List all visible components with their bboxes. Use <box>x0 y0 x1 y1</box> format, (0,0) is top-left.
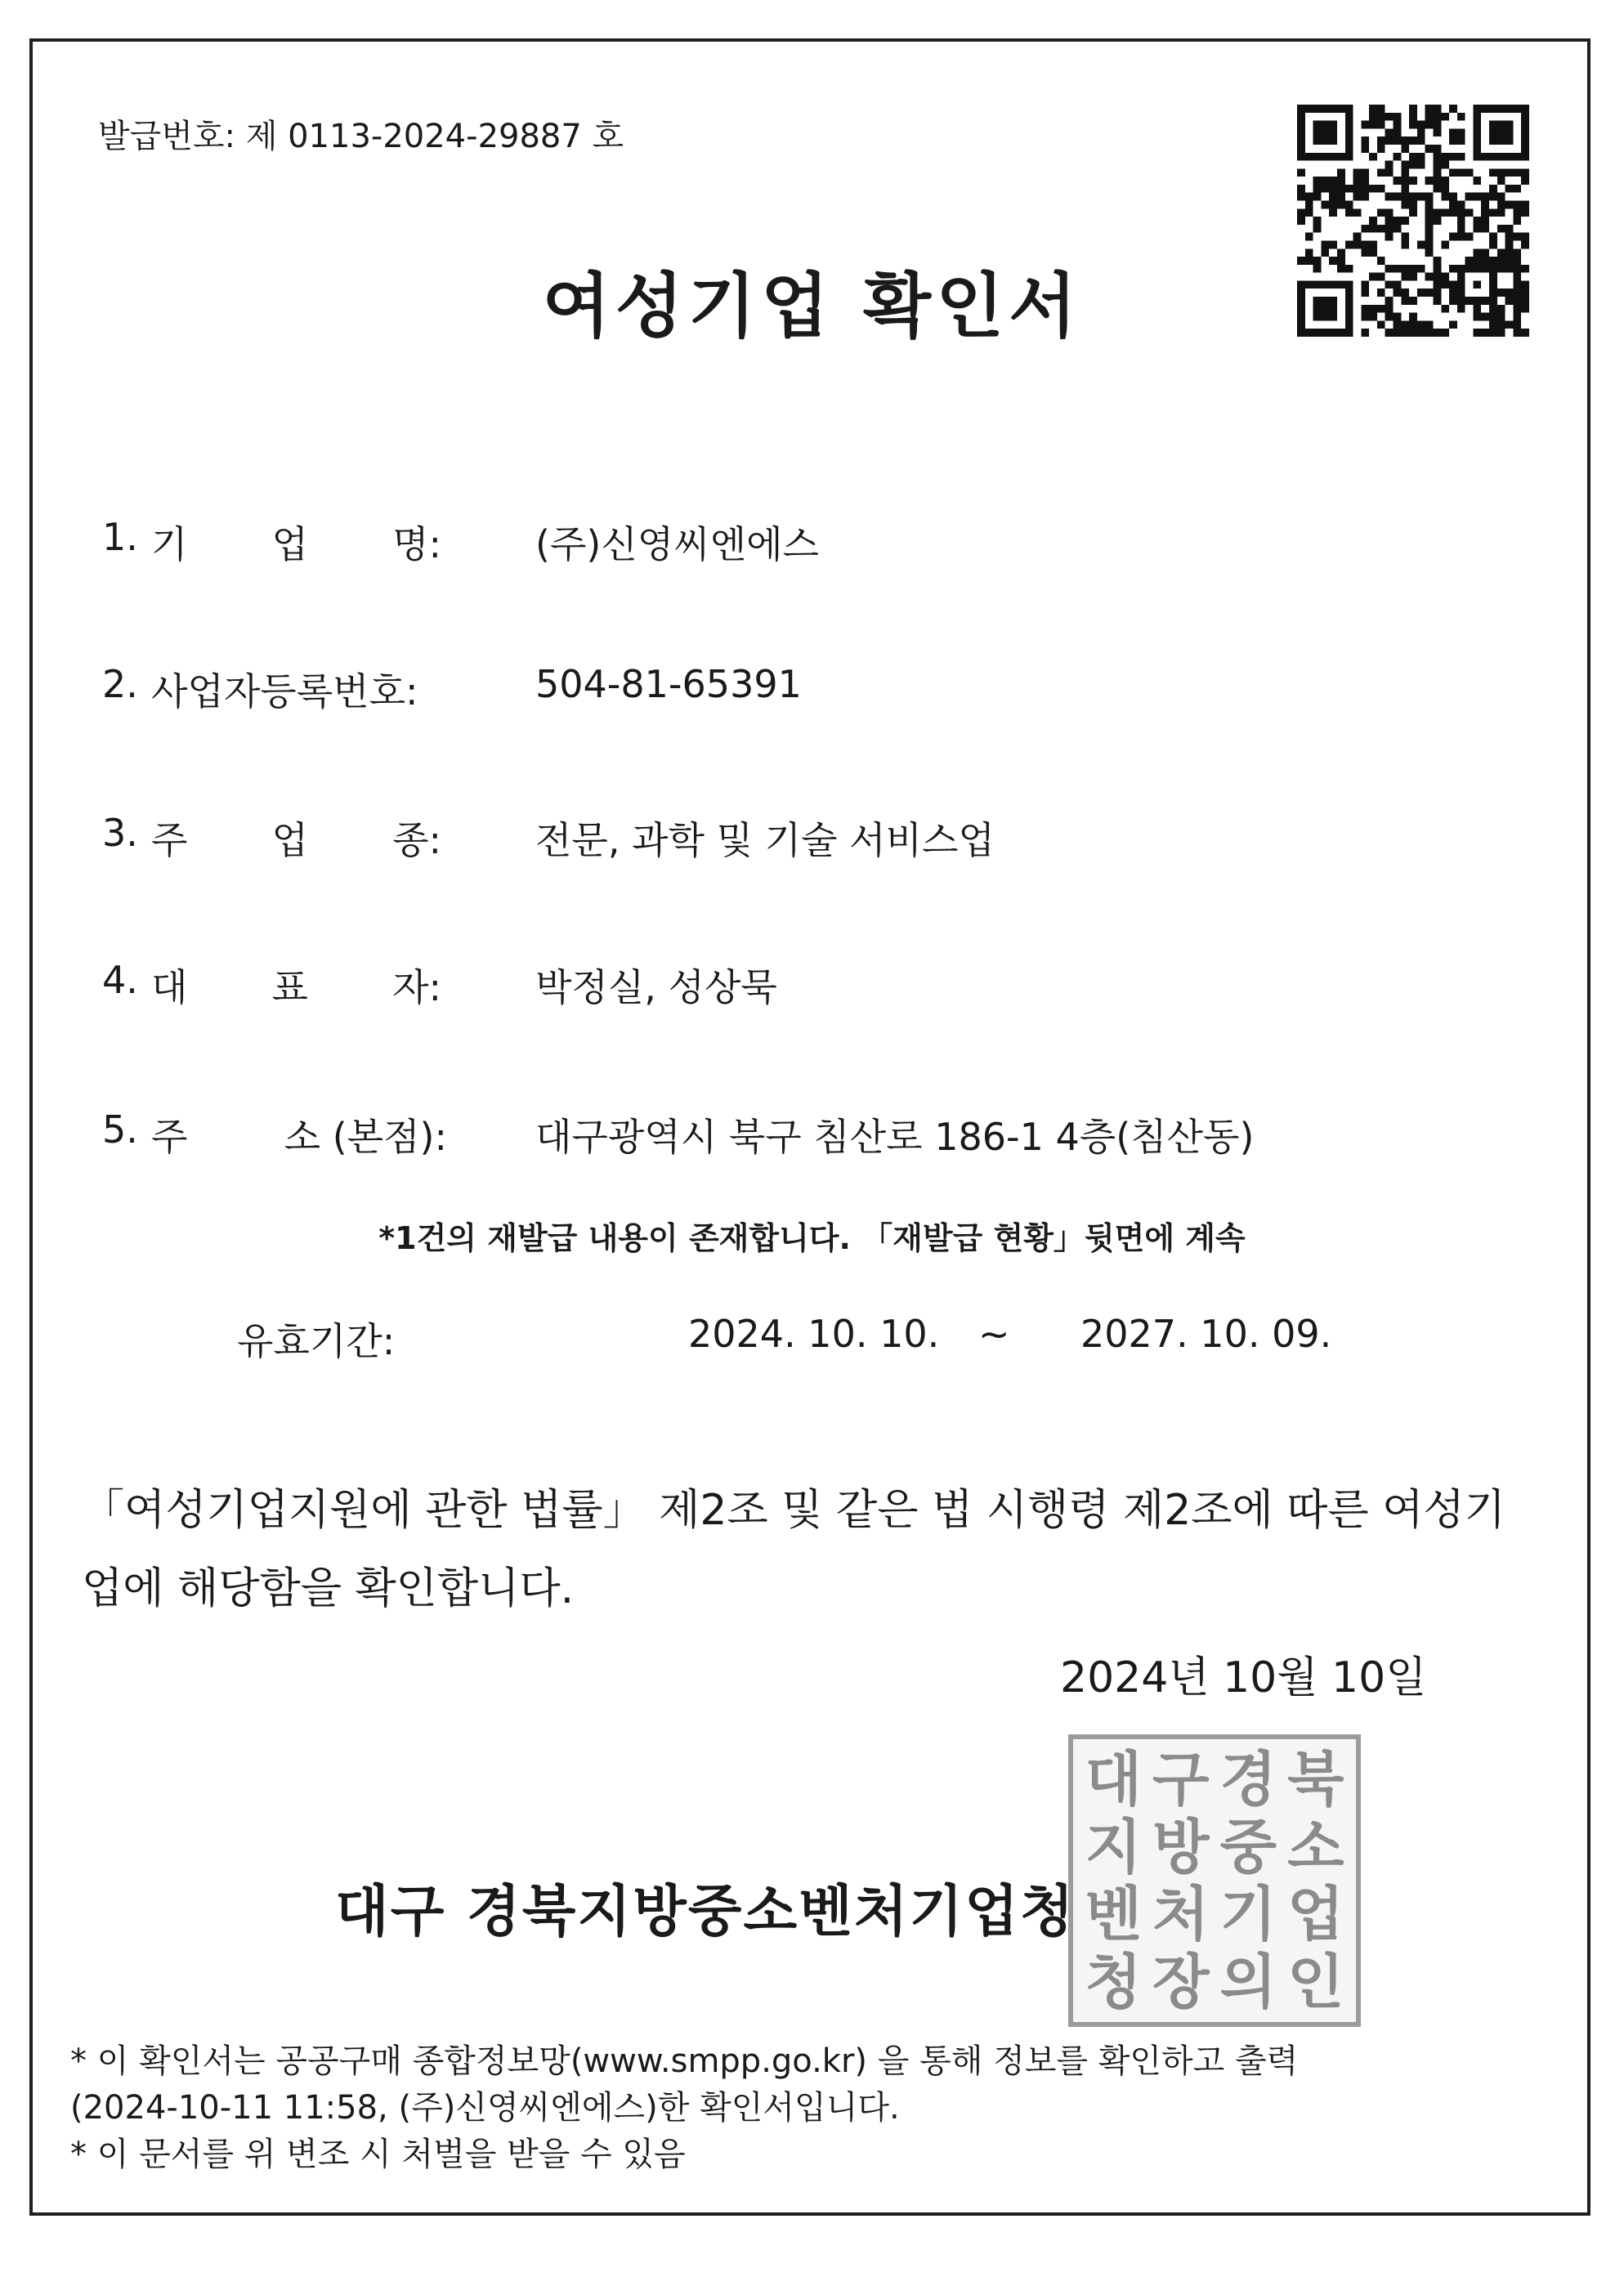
field-representative-label <box>151 958 441 1012</box>
field-address-number: 5. <box>102 1107 138 1152</box>
field-industry-value: 전문, 과학 및 기술 서비스업 <box>535 818 995 862</box>
field-company-value: (주)신영씨엔에스 <box>535 522 819 566</box>
seal-char: 방 <box>1152 1811 1210 1881</box>
seal-char: 인 <box>1286 1946 1344 2016</box>
field-industry-label <box>151 811 441 865</box>
label-char: 주 <box>151 818 188 862</box>
footnote-source: * 이 확인서는 공공구매 종합정보망(www.smpp.go.kr) 을 통해 정보를 확인하고 출력 <box>70 2042 1299 2080</box>
field-bizno-value: 504-81-65391 <box>535 662 802 706</box>
seal-char: 의 <box>1219 1946 1277 2016</box>
validity-to: 2027. 10. 09. <box>1080 1312 1332 1356</box>
seal-char: 처 <box>1152 1879 1210 1948</box>
label-char: 기 <box>151 522 188 566</box>
confirmation-statement: 「여성기업지원에 관한 법률」 제2조 및 같은 법 시행령 제2조에 따른 여성기업에 해당함을 확인합니다. <box>82 1486 1505 1613</box>
issue-date: 2024년 10월 10일 <box>1060 1653 1427 1702</box>
seal-char: 장 <box>1152 1946 1210 2016</box>
label-char: 표 <box>271 965 308 1009</box>
validity-label: 유효기간: <box>237 1319 396 1363</box>
field-address-label <box>151 1107 447 1161</box>
seal-char: 청 <box>1085 1946 1143 2016</box>
seal-char: 소 <box>1286 1811 1344 1881</box>
label-char: 주 <box>151 1115 188 1159</box>
seal-char: 구 <box>1152 1744 1210 1814</box>
field-representative-number: 4. <box>102 958 138 1002</box>
footnote-source-cont: (2024-10-11 11:58, (주)신영씨엔에스)한 확인서입니다. <box>70 2089 900 2127</box>
issue-number: 발급번호: 제 0113-2024-29887 호 <box>98 118 624 155</box>
seal-char: 북 <box>1286 1744 1344 1814</box>
reissue-notice: *1건의 재발급 내용이 존재합니다. 「재발급 현황」뒷면에 계속 <box>378 1220 1246 1256</box>
seal-char: 경 <box>1219 1744 1277 1814</box>
seal-char: 기 <box>1219 1879 1277 1948</box>
field-bizno-number: 2. <box>102 662 138 706</box>
footnote-warning: * 이 문서를 위 변조 시 처벌을 받을 수 있음 <box>70 2136 686 2173</box>
validity-from: 2024. 10. 10. <box>688 1312 940 1356</box>
label-char: 업 <box>271 522 308 566</box>
field-representative-value: 박정실, 성상묵 <box>535 965 777 1009</box>
seal-char: 대 <box>1085 1744 1143 1814</box>
seal-char: 업 <box>1286 1879 1344 1948</box>
document-title: 여성기업 확인서 <box>542 266 1082 347</box>
label-char: 대 <box>151 965 188 1009</box>
validity-separator: ~ <box>978 1312 1010 1356</box>
seal-char: 지 <box>1085 1811 1143 1881</box>
field-company-number: 1. <box>102 515 138 559</box>
seal-char: 중 <box>1219 1811 1277 1881</box>
seal-char: 벤 <box>1085 1879 1143 1948</box>
label-char: 종: <box>392 818 441 862</box>
label-char: 명: <box>392 522 441 566</box>
issuing-authority: 대구 경북지방중소벤처기업청 <box>335 1880 1076 1944</box>
field-bizno-label: 사업자등록번호: <box>151 669 418 714</box>
label-char: 소 (본점): <box>284 1115 447 1159</box>
field-company-label <box>151 515 441 569</box>
field-address-value: 대구광역시 북구 침산로 186-1 4층(침산동) <box>535 1115 1255 1159</box>
official-seal <box>1068 1734 1361 2027</box>
field-industry-number: 3. <box>102 811 138 855</box>
label-char: 업 <box>271 818 308 862</box>
label-char: 자: <box>392 965 441 1009</box>
